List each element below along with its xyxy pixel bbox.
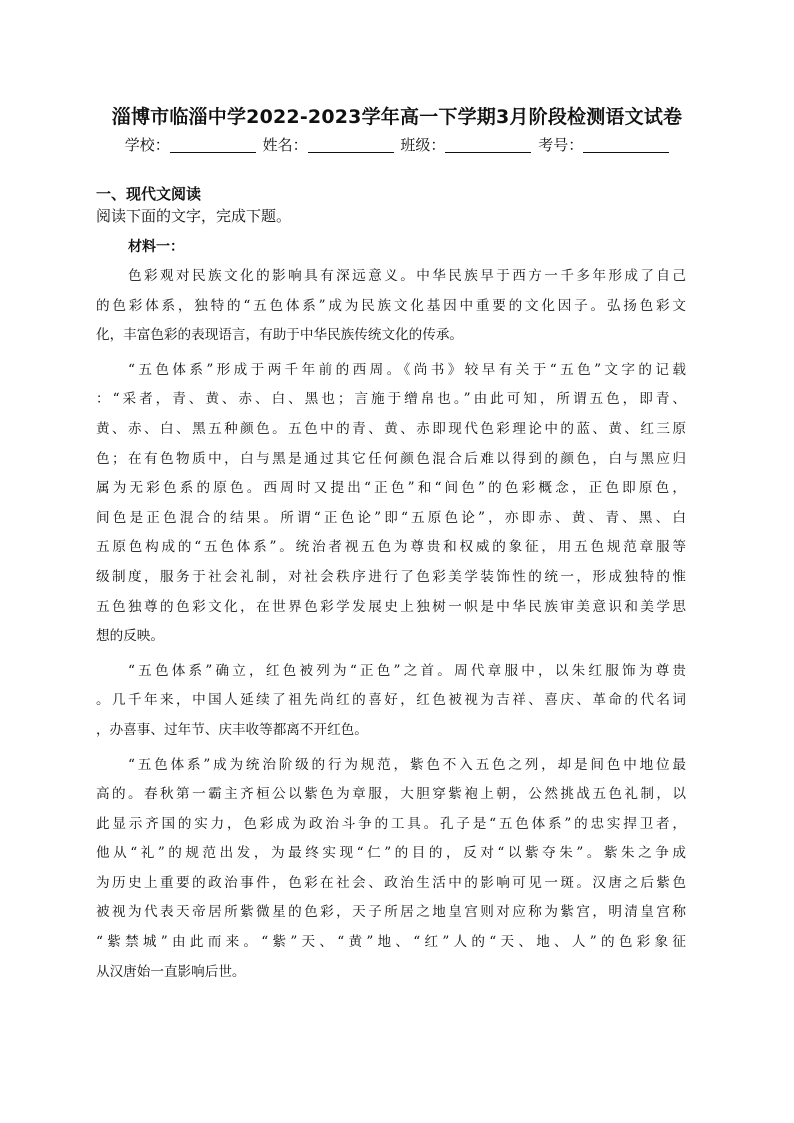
info-exam-number — [538, 134, 669, 155]
class-blank-line[interactable] — [445, 137, 531, 153]
info-class-label: 班级： — [400, 136, 446, 154]
text-line: 为历史上重要的政治事件，色彩在社会、政治生活中的影响可见一斑。汉唐之后紫色 — [96, 874, 686, 891]
name-blank-line[interactable] — [308, 137, 394, 153]
student-info-row — [0, 134, 794, 155]
info-school-label: 学校： — [124, 136, 170, 154]
text-line: 化，丰富色彩的表现语言，有助于中华民族传统文化的传承。 — [96, 327, 464, 344]
school-blank-line[interactable] — [170, 137, 256, 153]
text-line: ，办喜事、过年节、庆丰收等都离不开红色。 — [96, 721, 368, 738]
text-line: 。几千年来，中国人延续了祖先尚红的喜好，红色被视为吉祥、喜庆、革命的代名词 — [96, 692, 686, 709]
info-class — [400, 134, 531, 155]
text-line: ：“采者，青、黄、赤、白、黑也；言施于缯帛也。”由此可知，所谓五色，即青、 — [96, 391, 686, 408]
text-line: 五原色构成的“五色体系”。统治者视五色为尊贵和权威的象征，用五色规范章服等 — [96, 539, 686, 556]
exam-title: 淄博市临淄中学2022-2023学年高一下学期3月阶段检测语文试卷 — [111, 106, 683, 128]
paragraph — [96, 356, 696, 652]
text-line: “五色体系”成为统治阶级的行为规范，紫色不入五色之列，却是间色中地位最 — [128, 756, 686, 773]
text-line: 从汉唐始一直影响后世。 — [96, 963, 246, 980]
text-line: 想的反映。 — [96, 628, 164, 645]
text-line: 高的。春秋第一霸主齐桓公以紫色为章服，大胆穿紫袍上朝，公然挑战五色礼制，以 — [96, 786, 686, 803]
text-line: 色彩观对民族文化的影响具有深远意义。中华民族早于西方一千多年形成了自己 — [128, 268, 686, 284]
text-line: 色；在有色物质中，白与黑是通过其它任何颜色混合后难以得到的颜色，白与黑应归 — [96, 450, 686, 467]
info-exam-number-label: 考号： — [538, 136, 584, 154]
material-label: 材料一： — [128, 239, 184, 255]
section-heading: 一、现代文阅读 — [96, 185, 202, 203]
info-school — [125, 134, 256, 155]
text-line: 五色独尊的色彩文化，在世界色彩学发展史上独树一帜是中华民族审美意识和美学思 — [96, 598, 686, 615]
text-line: “五色体系”确立，红色被列为“正色”之首。周代章服中，以朱红服饰为尊贵 — [128, 662, 686, 679]
text-line: 他从“礼”的规范出发，为最终实现“仁”的目的，反对“以紫夺朱”。紫朱之争成 — [96, 845, 686, 862]
reading-instruction: 阅读下面的文字，完成下题。 — [96, 207, 292, 225]
passage-body — [96, 262, 696, 992]
text-line: 此显示齐国的实力，色彩成为政治斗争的工具。孔子是“五色体系”的忠实捍卫者， — [96, 815, 686, 832]
text-line: 被视为代表天帝居所紫微星的色彩，天子所居之地皇宫则对应称为紫宫，明清皇宫称 — [96, 904, 686, 921]
info-name — [263, 134, 394, 155]
text-line: 属为无彩色系的原色。西周时又提出“正色”和“间色”的色彩概念，正色即原色， — [96, 480, 686, 497]
paragraph — [96, 751, 696, 988]
text-line: 的色彩体系，独特的“五色体系”成为民族文化基因中重要的文化因子。弘扬色彩文 — [96, 297, 686, 314]
info-name-label: 姓名： — [262, 136, 308, 154]
paragraph — [96, 657, 696, 746]
text-line: 黄、赤、白、黑五种颜色。五色中的青、黄、赤即现代色彩理论中的蓝、黄、红三原 — [96, 420, 686, 437]
exam-number-blank-line[interactable] — [583, 137, 669, 153]
text-line: 级制度，服务于社会礼制，对社会秩序进行了色彩美学装饰性的统一，形成独特的惟 — [96, 568, 686, 585]
text-line: “紫禁城”由此而来。“紫”天、“黄”地、“红”人的“天、地、人”的色彩象征 — [96, 934, 686, 951]
text-line: 间色是正色混合的结果。所谓“正色论”即“五原色论”，亦即赤、黄、青、黑、白 — [96, 509, 686, 526]
text-line: “五色体系”形成于两千年前的西周。《尚书》较早有关于“五色”文字的记载 — [128, 361, 686, 378]
paragraph — [96, 262, 696, 351]
